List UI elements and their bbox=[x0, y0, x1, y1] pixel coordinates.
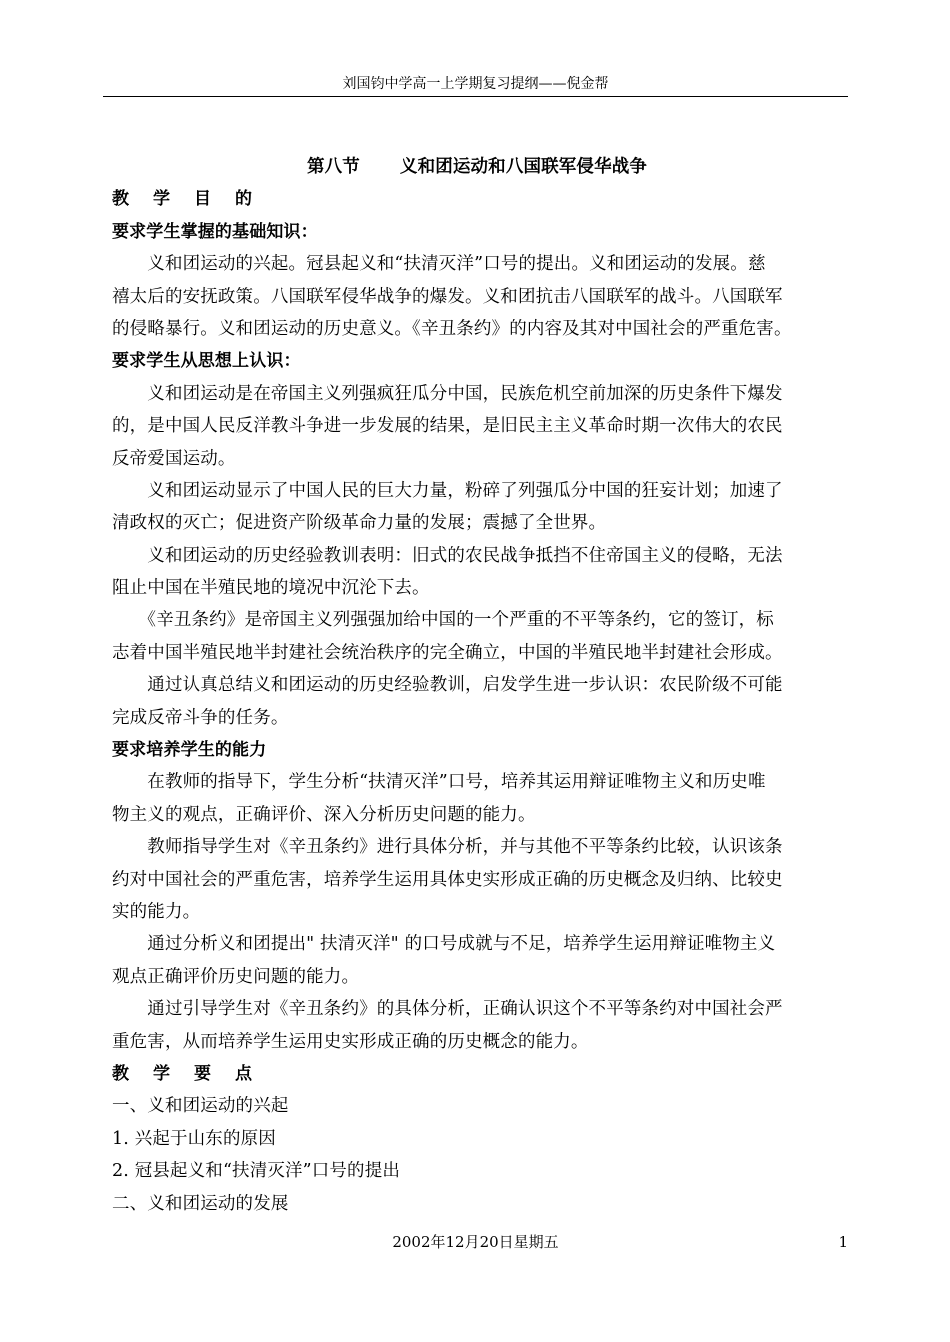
text-line: 义和团运动的兴起。冠县起义和“扶清灭洋”口号的提出。义和团运动的发展。慈 bbox=[112, 254, 766, 275]
text-line: 在教师的指导下，学生分析“扶清灭洋”口号，培养其运用辩证唯物主义和历史唯 bbox=[112, 772, 766, 793]
outline-item: 2. 冠县起义和“扶清灭洋”口号的提出 bbox=[112, 1161, 401, 1182]
text-line: 约对中国社会的严重危害，培养学生运用具体史实形成正确的历史概念及归纳、比较史 bbox=[112, 869, 783, 890]
text-line: 义和团运动显示了中国人民的巨大力量，粉碎了列强瓜分中国的狂妄计划；加速了 bbox=[112, 480, 783, 501]
page-header: 刘国钧中学高一上学期复习提纲——倪金帮 bbox=[342, 76, 609, 92]
header-divider bbox=[103, 96, 848, 97]
section-title bbox=[112, 151, 842, 183]
text-line: 的侵略暴行。义和团运动的历史意义。《辛丑条约》的内容及其对中国社会的严重危害。 bbox=[112, 318, 792, 339]
text-line: 通过引导学生对《辛丑条约》的具体分析，正确认识这个不平等条约对中国社会严 bbox=[112, 999, 783, 1020]
text-line: 志着中国半殖民地半封建社会统治秩序的完全确立，中国的半殖民地半封建社会形成。 bbox=[112, 642, 783, 663]
text-line: 通过分析义和团提出" 扶清灭洋" 的口号成就与不足，培养学生运用辩证唯物主义 bbox=[112, 934, 776, 955]
text-line: 义和团运动是在帝国主义列强疯狂瓜分中国，民族危机空前加深的历史条件下爆发 bbox=[112, 383, 783, 404]
text-line: 反帝爱国运动。 bbox=[112, 448, 236, 469]
subheading-ideological: 要求学生从思想上认识： bbox=[112, 351, 301, 372]
text-line: 禧太后的安抚政策。八国联军侵华战争的爆发。义和团抗击八国联军的战斗。八国联军 bbox=[112, 286, 783, 307]
outline-item: 1. 兴起于山东的原因 bbox=[112, 1128, 276, 1149]
text-line: 通过认真总结义和团运动的历史经验教训，启发学生进一步认识：农民阶级不可能 bbox=[112, 675, 783, 696]
outline-item: 一、义和团运动的兴起 bbox=[112, 1096, 289, 1117]
text-line: 清政权的灭亡；促进资产阶级革命力量的发展；震撼了全世界。 bbox=[112, 513, 607, 534]
document-body bbox=[112, 151, 842, 1220]
heading-teaching-goals: 教学目的 bbox=[112, 189, 276, 210]
text-line: 完成反帝斗争的任务。 bbox=[112, 707, 289, 728]
subheading-basic-knowledge: 要求学生掌握的基础知识： bbox=[112, 221, 318, 242]
outline-item: 二、义和团运动的发展 bbox=[112, 1193, 289, 1214]
text-line: 《辛丑条约》是帝国主义列强强加给中国的一个严重的不平等条约，它的签订，标 bbox=[112, 610, 774, 631]
text-line: 重危害，从而培养学生运用史实形成正确的历史概念的能力。 bbox=[112, 1031, 589, 1052]
heading-teaching-points: 教学要点 bbox=[112, 1063, 276, 1084]
section-number: 第八节 bbox=[306, 157, 360, 177]
text-line: 的，是中国人民反洋教斗争进一步发展的结果，是旧民主主义革命时期一次伟大的农民 bbox=[112, 416, 783, 437]
section-title-text: 义和团运动和八国联军侵华战争 bbox=[399, 157, 648, 177]
text-line: 物主义的观点，正确评价、深入分析历史问题的能力。 bbox=[112, 804, 536, 825]
text-line: 阻止中国在半殖民地的境况中沉沦下去。 bbox=[112, 578, 430, 599]
text-line: 义和团运动的历史经验教训表明：旧式的农民战争抵挡不住帝国主义的侵略，无法 bbox=[112, 545, 783, 566]
footer-date: 2002年12月20日星期五 bbox=[392, 1233, 559, 1251]
text-line: 教师指导学生对《辛丑条约》进行具体分析，并与其他不平等条约比较，认识该条 bbox=[112, 837, 783, 858]
page-number: 1 bbox=[838, 1233, 848, 1251]
text-line: 观点正确评价历史问题的能力。 bbox=[112, 966, 360, 987]
subheading-abilities: 要求培养学生的能力 bbox=[112, 740, 267, 761]
text-line: 实的能力。 bbox=[112, 901, 201, 922]
